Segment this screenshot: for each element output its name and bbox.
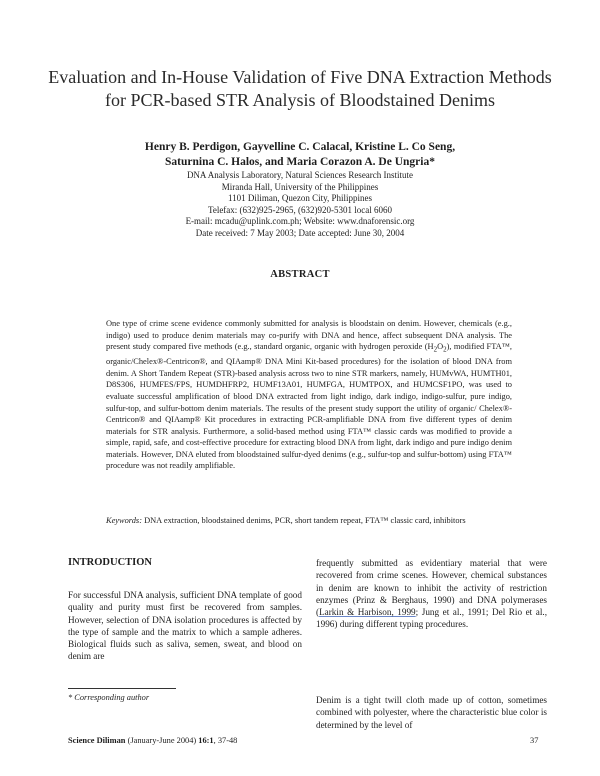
- abstract-subscript-1: 2: [433, 345, 438, 354]
- introduction-heading: INTRODUCTION: [68, 557, 153, 568]
- title-line-1: Evaluation and In-House Validation of Five DNA Extraction Methods: [48, 67, 552, 87]
- footnote-corresponding-author: * Corresponding author: [68, 693, 150, 702]
- footnote-divider: [68, 688, 176, 689]
- journal-footer: [68, 736, 237, 745]
- author-list: [60, 140, 540, 170]
- paragraph-2-text-a: frequently submitted as evidentiary material that were recovered from crime scenes. However, chemical substances in denim are known to inhibit the activity of restriction enzymes (Prinz & Berghaus, 1990) and DNA polymerases (: [316, 558, 547, 618]
- citation-link-larkin-harbison[interactable]: Larkin & Harbison, 1999: [319, 607, 416, 618]
- keywords-text: DNA extraction, bloodstained denims, PCR, short tandem repeat, FTA™ classic card, inhibitors: [144, 516, 466, 525]
- page-number: 37: [530, 736, 539, 745]
- affiliation-contact: E-mail: mcadu@uplink.com.ph; Website: www.dnaforensic.org: [185, 216, 415, 227]
- affiliation-block: [80, 170, 520, 240]
- journal-name: Science Diliman: [68, 736, 126, 745]
- keywords: [106, 515, 526, 526]
- affiliation-lab: DNA Analysis Laboratory, Natural Sciences Research Institute: [186, 170, 414, 180]
- journal-issue: (January-June 2004): [127, 736, 197, 745]
- affiliation-telefax: Telefax: (632)925-2965, (632)920-5301 local 6060: [207, 204, 393, 215]
- abstract-text: [106, 318, 512, 472]
- abstract-subscript-2: 2: [443, 345, 447, 354]
- journal-pages: , 37-48: [213, 736, 238, 745]
- abstract-text-part-3: ), modified FTA™, organic/Chelex®-Centricon®, and QIAamp® DNA Mini Kit-based procedures) for the isolation of blood DNA from denim. A Short Tandem Repeat (STR)-based analysis across two to nine STR markers, namely, HUMvWA, HUMTH01, D8S306, HUMFES/FPS, HUMDHFRP2, HUMF13A01, HUMFGA, HUMTPOX, and HUMCSF1PO, was used to evaluate successful amplification of blood DNA extracted from light indigo, dark indigo, indigo-sulfur, pure indigo, sulfur-top, and sulfur-bottom denim materials. The results of the present study support the utility of organic/ Chelex®-Centricon® and QIAamp® Kit procedures in extracting PCR-amplifiable DNA from five different types of denim materials for STR analysis. Furthermore, a solid-based method using FTA™ classic cards was modified to provide a simple, rapid, safe, and cost-effective procedure for extracting blood DNA from light, dark indigo and pure indigo denim materials. However, DNA eluted from bloodstained sulfur-dyed denims (e.g., sulfur-top and sulfur-bottom) using FTA™ procedure was not readily amplifiable.: [106, 342, 512, 471]
- title-line-2: for PCR-based STR Analysis of Bloodstained Denims: [105, 90, 495, 110]
- introduction-paragraph-2: [316, 557, 547, 631]
- abstract-text-part-1: One type of crime scene evidence commonly submitted for analysis is bloodstain on denim. However, chemicals (e.g., indigo) used to produce denim materials may co-purify with DNA and hence, affect subsequent DNA analysis. The present study compared five methods (e.g., standard organic, organic with hydrogen peroxide (H: [106, 319, 512, 352]
- keywords-label: Keywords:: [106, 516, 142, 525]
- affiliation-dates: Date received: 7 May 2003; Date accepted: June 30, 2004: [195, 227, 405, 238]
- abstract-text-part-2: O: [437, 342, 444, 352]
- authors-line-2: Saturnina C. Halos, and Maria Corazon A. De Ungria*: [165, 156, 435, 168]
- paragraph-2-text-b: ; Jung et al., 1991; Del Rio et al., 1996) during different typing procedures.: [316, 607, 547, 630]
- introduction-paragraph-3: Denim is a tight twill cloth made up of cotton, sometimes combined with polyester, where the characteristic blue color is determined by the level of: [316, 695, 547, 730]
- abstract-heading: ABSTRACT: [270, 269, 330, 280]
- introduction-paragraph-1: For successful DNA analysis, sufficient DNA template of good quality and purity must first be recovered from samples. However, selection of DNA isolation procedures is affected by the type of sample and the matrix to which a sample adheres. Biological fluids such as saliva, semen, sweat, and blood on denim are: [68, 590, 302, 662]
- affiliation-address: 1101 Diliman, Quezon City, Philippines: [227, 193, 373, 204]
- affiliation-building: Miranda Hall, University of the Philippines: [221, 181, 379, 192]
- paper-title: [40, 66, 560, 112]
- authors-line-1: Henry B. Perdigon, Gayvelline C. Calacal, Kristine L. Co Seng,: [144, 141, 456, 153]
- journal-volume: 16:1: [198, 736, 214, 745]
